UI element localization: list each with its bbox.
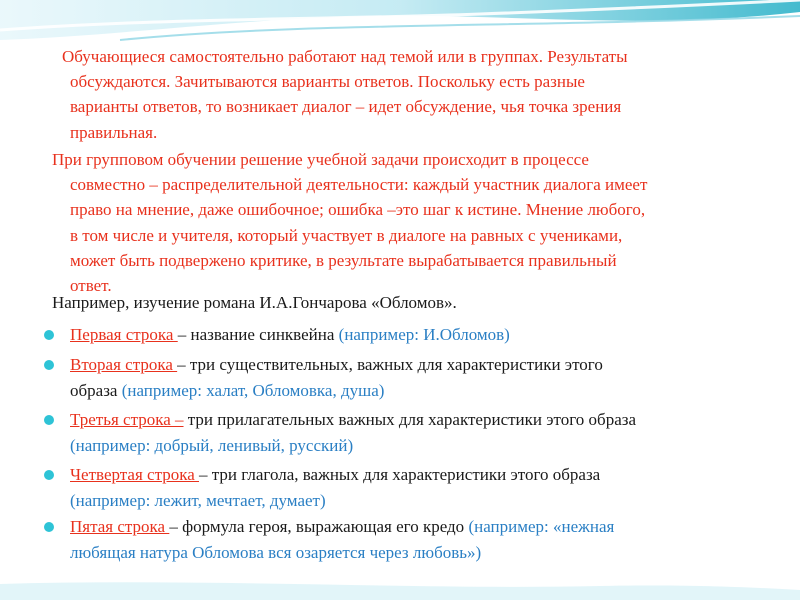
paragraph1-line: обсуждаются. Зачитываются варианты ответов. Поскольку есть разные bbox=[70, 72, 585, 92]
bullet-text bbox=[70, 514, 770, 565]
bullet-example: (например: халат, Обломовка, душа) bbox=[121, 380, 385, 400]
bullet-example: (например: И.Обломов) bbox=[338, 325, 510, 344]
bullet-text bbox=[70, 407, 770, 458]
paragraph2-line: совместно – распределительной деятельности: каждый участник диалога имеет bbox=[70, 175, 648, 195]
bullet-text bbox=[70, 352, 770, 403]
paragraph1-line: Обучающиеся самостоятельно работают над темой или в группах. Результаты bbox=[62, 47, 628, 66]
bullet-description: три прилагательных важных для характеристики этого образа bbox=[183, 410, 637, 429]
paragraph-independent-work bbox=[62, 44, 770, 145]
paragraph1-line: правильная. bbox=[70, 122, 158, 142]
paragraph2-line: ответ. bbox=[70, 276, 112, 296]
bullet-description-cont: образа bbox=[70, 380, 122, 400]
bullet-example: (например: «нежная bbox=[468, 517, 615, 536]
bullet-term: Третья строка – bbox=[70, 410, 184, 429]
bullet-example: (например: добрый, ленивый, русский) bbox=[70, 435, 354, 455]
paragraph1-line: варианты ответов, то возникает диалог – идет обсуждение, чья точка зрения bbox=[70, 97, 622, 117]
bullet-dot-icon bbox=[44, 415, 54, 425]
bullet-dot-icon bbox=[44, 522, 54, 532]
bullet-example: (например: лежит, мечтает, думает) bbox=[70, 490, 326, 510]
bullet-dot-icon bbox=[44, 360, 54, 370]
paragraph-group-learning bbox=[52, 147, 770, 298]
bullet-term: Первая строка bbox=[70, 325, 178, 344]
bullet-dot-icon bbox=[44, 470, 54, 480]
paragraph2-line: При групповом обучении решение учебной задачи происходит в процессе bbox=[52, 150, 589, 169]
bullet-description: – три глагола, важных для характеристики этого образа bbox=[199, 465, 601, 484]
bullet-text bbox=[70, 462, 770, 513]
example-intro: Например, изучение романа И.А.Гончарова «Обломов». bbox=[52, 293, 457, 312]
paragraph2-line: право на мнение, даже ошибочное; ошибка –это шаг к истине. Мнение любого, bbox=[70, 200, 646, 220]
bullet-example-cont: любящая натура Обломова вся озаряется через любовь») bbox=[70, 542, 482, 562]
paragraph2-line: в том числе и учителя, который участвует в диалоге на равных с учениками, bbox=[70, 225, 623, 245]
bullet-description: – название синквейна bbox=[177, 325, 339, 344]
bullet-term: Вторая строка bbox=[70, 355, 178, 374]
bullet-description: – три существительных, важных для характеристики этого bbox=[177, 355, 603, 374]
bullet-dot-icon bbox=[44, 330, 54, 340]
paragraph2-line: может быть подвержено критике, в результате вырабатывается правильный bbox=[70, 250, 617, 270]
bullet-text bbox=[70, 322, 770, 348]
bullet-term: Четвертая строка bbox=[70, 465, 200, 484]
bullet-term: Пятая строка bbox=[70, 517, 170, 536]
bullet-description: – формула героя, выражающая его кредо bbox=[169, 517, 469, 536]
